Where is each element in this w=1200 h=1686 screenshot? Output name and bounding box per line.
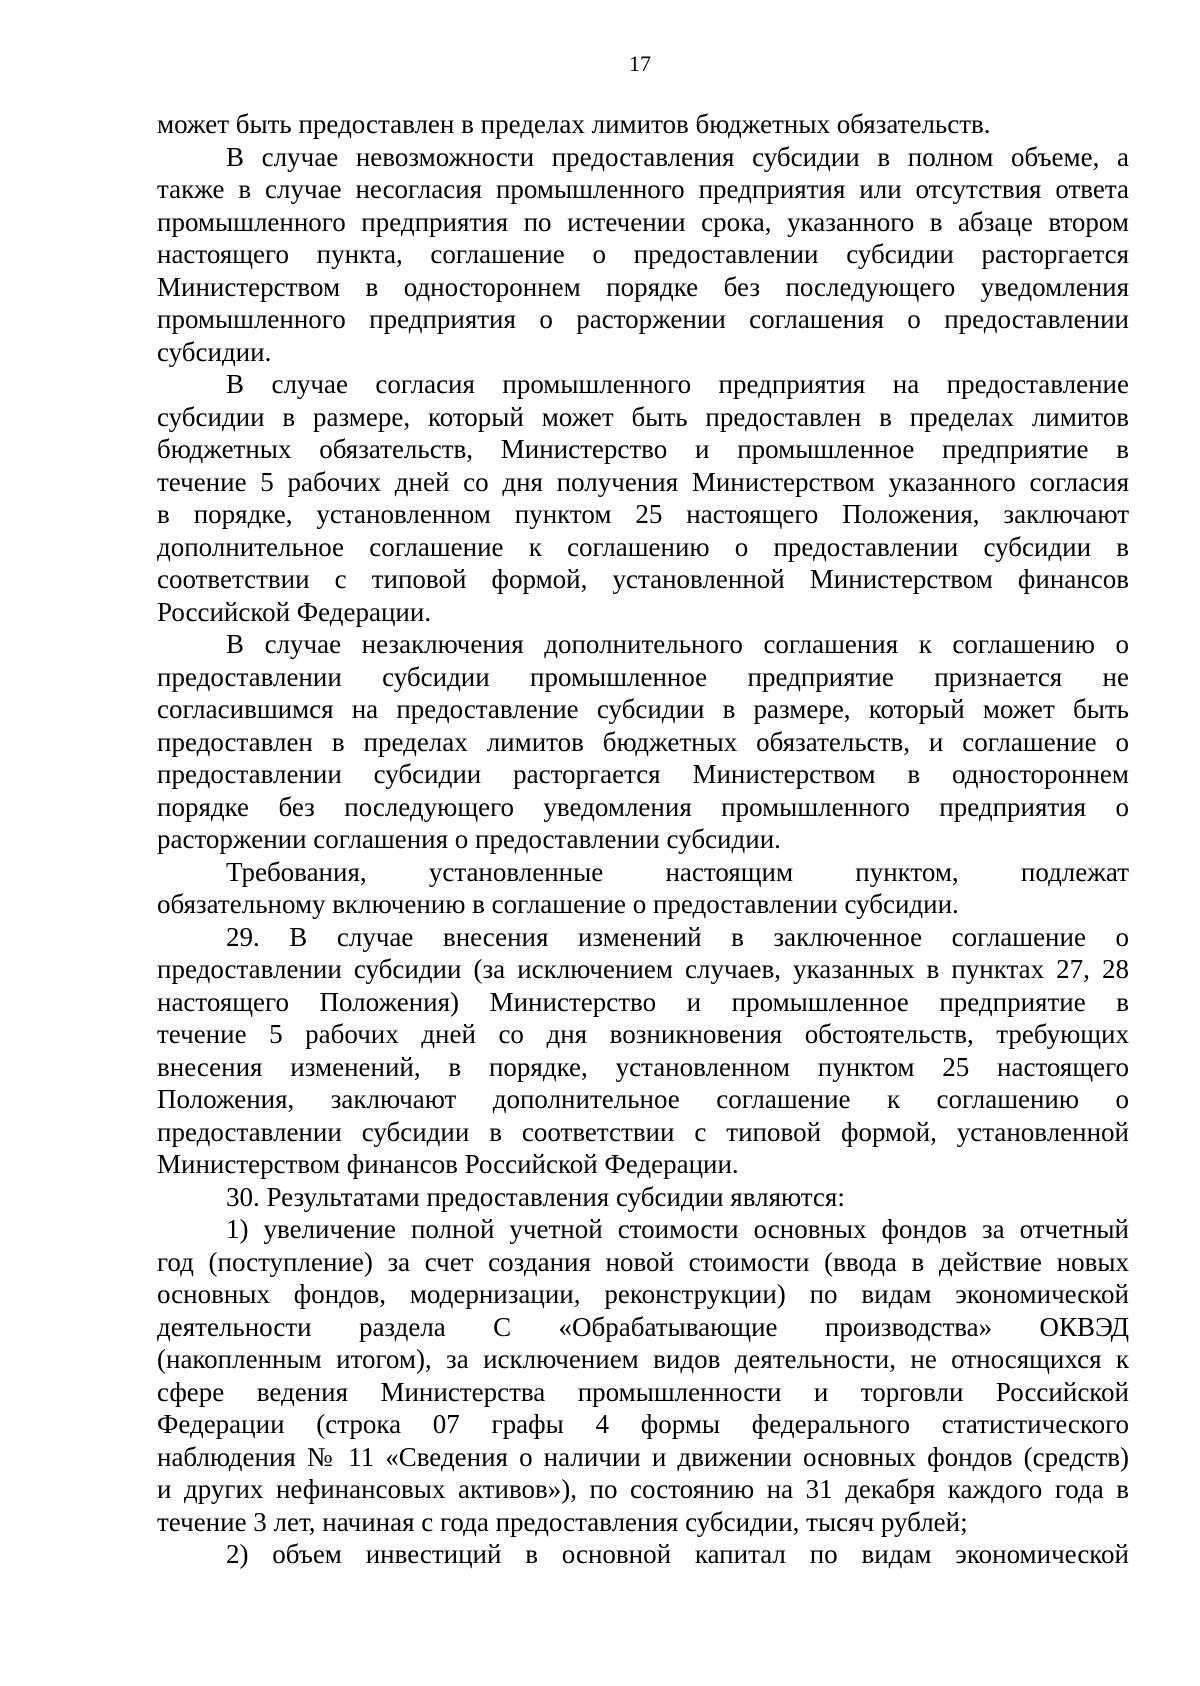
text-line: предоставлении субсидии в соответствии с типовой формой, установленной bbox=[157, 1116, 1129, 1147]
text-line: настоящего Положения) Министерство и промышленное предприятие в bbox=[157, 986, 1129, 1017]
text-line: предоставлении субсидии промышленное предприятие признается не bbox=[157, 661, 1129, 692]
text-line: предоставлен в пределах лимитов бюджетных обязательств, и соглашение о bbox=[157, 726, 1129, 757]
text-line: настоящего пункта, соглашение о предоставлении субсидии расторгается bbox=[157, 239, 1129, 269]
text-line: В случае согласия промышленного предприятия на предоставление bbox=[226, 369, 1129, 399]
text-line: бюджетных обязательств, Министерство и промышленное предприятие в bbox=[157, 434, 1129, 464]
text-line: течение 3 лет, начиная с года предоставления субсидии, тысяч рублей; bbox=[157, 1506, 968, 1537]
text-line: расторжении соглашения о предоставлении субсидии. bbox=[157, 824, 781, 854]
text-line: также в случае несогласия промышленного предприятия или отсутствия ответа bbox=[157, 174, 1129, 204]
text-line: предоставлении субсидии расторгается Министерством в одностороннем bbox=[157, 759, 1129, 789]
text-line: год (поступление) за счет создания новой стоимости (ввода в действие новых bbox=[157, 1246, 1129, 1277]
text-line: течение 5 рабочих дней со дня получения Министерством указанного согласия bbox=[157, 466, 1129, 497]
text-line: предоставлении субсидии (за исключением случаев, указанных в пунктах 27, 28 bbox=[157, 954, 1129, 984]
text-line: и других нефинансовых активов»), по состоянию на 31 декабря каждого года в bbox=[157, 1474, 1129, 1504]
text-line: Требования, установленные настоящим пунктом, подлежат bbox=[226, 856, 1129, 887]
text-line: субсидии в размере, который может быть предоставлен в пределах лимитов bbox=[157, 401, 1129, 432]
text-line: деятельности раздела С «Обрабатывающие производства» ОКВЭД bbox=[157, 1311, 1129, 1342]
text-line: промышленного предприятия по истечении срока, указанного в абзаце втором bbox=[157, 206, 1129, 237]
text-line: Министерством финансов Российской Федерации. bbox=[157, 1149, 739, 1179]
text-line: согласившимся на предоставление субсидии в размере, который может быть bbox=[157, 694, 1129, 724]
text-line: (накопленным итогом), за исключением видов деятельности, не относящихся к bbox=[157, 1344, 1129, 1374]
text-line: в порядке, установленном пунктом 25 настоящего Положения, заключают bbox=[157, 499, 1129, 529]
text-line: дополнительное соглашение к соглашению о предоставлении субсидии в bbox=[157, 531, 1129, 562]
text-line: течение 5 рабочих дней со дня возникновения обстоятельств, требующих bbox=[157, 1019, 1129, 1049]
document-body bbox=[157, 108, 1129, 1571]
text-line: 1) увеличение полной учетной стоимости основных фондов за отчетный bbox=[226, 1214, 1129, 1244]
text-line: 2) объем инвестиций в основной капитал по видам экономической bbox=[226, 1539, 1129, 1569]
text-line: сфере ведения Министерства промышленности и торговли Российской bbox=[157, 1376, 1129, 1407]
text-line: промышленного предприятия о расторжении соглашения о предоставлении bbox=[157, 304, 1129, 334]
text-line: Министерством в одностороннем порядке без последующего уведомления bbox=[157, 271, 1129, 302]
page-number: 17 bbox=[629, 51, 651, 76]
text-line: Российской Федерации. bbox=[157, 596, 432, 627]
text-line: обязательному включению в соглашение о предоставлении субсидии. bbox=[157, 889, 959, 919]
text-line: порядке без последующего уведомления промышленного предприятия о bbox=[157, 791, 1129, 822]
text-line: может быть предоставлен в пределах лимитов бюджетных обязательств. bbox=[157, 109, 991, 139]
text-line: В случае незаключения дополнительного соглашения к соглашению о bbox=[226, 629, 1129, 659]
text-line: основных фондов, модернизации, реконструкции) по видам экономической bbox=[157, 1279, 1129, 1309]
text-line: соответствии с типовой формой, установленной Министерством финансов bbox=[157, 564, 1129, 594]
text-line: 30. Результатами предоставления субсидии являются: bbox=[226, 1181, 845, 1212]
text-line: 29. В случае внесения изменений в заключенное соглашение о bbox=[226, 921, 1129, 952]
text-line: субсидии. bbox=[157, 336, 272, 367]
text-line: внесения изменений, в порядке, установленном пунктом 25 настоящего bbox=[157, 1051, 1129, 1082]
text-line: Федерации (строка 07 графы 4 формы федерального статистического bbox=[157, 1409, 1129, 1439]
text-line: наблюдения № 11 «Сведения о наличии и движении основных фондов (средств) bbox=[157, 1441, 1129, 1472]
text-line: Положения, заключают дополнительное соглашение к соглашению о bbox=[157, 1084, 1129, 1114]
text-line: В случае невозможности предоставления субсидии в полном объеме, а bbox=[226, 141, 1129, 172]
